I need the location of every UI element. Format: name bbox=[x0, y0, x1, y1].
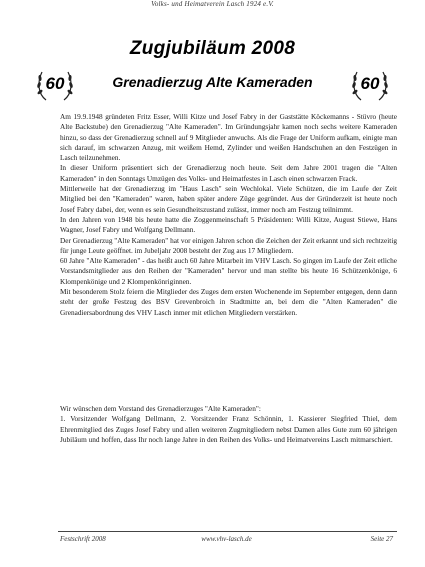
paragraph: In den Jahren von 1948 bis heute hatte die Zoggenmeinschaft 5 Präsidenten: Willi Kitze, August Stiewe, Hans Wagner, Josef Fabry und Wolfgang Dellmann. bbox=[60, 214, 397, 235]
article-body bbox=[60, 112, 397, 318]
paragraph: In dieser Uniform präsentiert sich der Grenadierzug noch heute. Seit dem Jahre 2001 tragen die "Alten Kameraden" in den Sonntags Umzügen des Volks- und Heimatfestes in Lasch einen schwarzen Frack. bbox=[60, 163, 397, 183]
page-subtitle: Grenadierzug Alte Kameraden bbox=[112, 74, 313, 90]
paragraph: Mittlerweile hat der Grenadierzug im "Haus Lasch" sein Wechlokal. Viele Schützen, die im Laufe der Zeit Mitglied bei den "Kameraden" waren, haben später andere Züge gegründet. Aus der Gründerzeit ist heute noch Josef Fabry dabei, der, wenn es sein Gesundheitszustand zulässt, immer noch am Festzug teilnimmt. bbox=[60, 184, 397, 214]
closing-wishes bbox=[60, 404, 397, 445]
footer-website-link[interactable]: www.vhv-lasch.de bbox=[201, 535, 252, 543]
paragraph: 60 Jahre "Alte Kameraden" - das heißt auch 60 Jahre Mitarbeit im VHV Lasch. So gingen im Laufe der Zeit etliche Vorstandsmitglieder aus den Reihen der "Kameraden" hervor und man stellte bis heute 16 Schützenkönige, 6 Klompenkönige und 2 Klompenkönriginnen. bbox=[60, 256, 397, 286]
paragraph: Am 19.9.1948 gründeten Fritz Esser, Willi Kitze und Josef Fabry in der Gaststätte Köckemanns - Stüvro (heute Alte Backstube) den Grenadierzug "Alte Kameraden". Im Gründungsjahr kamen noch sechs weitere Kameraden hinzu, so dass der Grenadierzug schnell auf 9 Mitglieder anwuchs. Als die Frage der Uniform aufkam, einigte man sich darauf, im schwarzen Anzug, mit weißem Hemd, Zylinder und weißen Handschuhen an den Festzügen in Lasch teilzunehmen. bbox=[60, 112, 397, 163]
paragraph: Mit besonderem Stolz feiern die Mitglieder des Zuges dem ersten Wochenende im September entgegen, denn dann steht der große Festzug des BSV Grevenbroich in Stadtmitte an, bei dem die "Alten Kameraden" die Grenadiersabordnung des VHV Lasch inmer mit etlichen Mitgliedern verstärken. bbox=[60, 287, 397, 317]
footer-publication: Festschrift 2008 bbox=[60, 535, 106, 543]
emblem-number-right: 60 bbox=[360, 74, 380, 93]
emblem-number-left: 60 bbox=[45, 74, 65, 93]
association-header: Volks- und Heimatverein Lasch 1924 e.V. bbox=[151, 0, 274, 8]
closing-line: Wir wünschen dem Vorstand des Grenadierzuges "Alte Kameraden": bbox=[60, 404, 261, 413]
closing-line: 1. Vorsitzender Wolfgang Dellmann, 2. Vorsitzender Franz Schönnin, 1. Kassierer Siegfried Thiel, dem Ehrenmitglied des Zuges Josef Fabry und allen weiteren Zugmitgliedern nebst Damen alles Gute zum 60 jährigen Jubiläum und hoffen, dass Ihr noch lange Jahre in den Reihen des Volks- und Heimatvereins Lasch mitmarschiert. bbox=[60, 414, 397, 444]
page-title: Zugjubiläum 2008 bbox=[129, 38, 296, 59]
footer-page-number: Seite 27 bbox=[370, 535, 393, 543]
footer-divider bbox=[58, 531, 397, 532]
paragraph: Der Grenadierzug "Alte Kameraden" hat vor einigen Jahren schon die Zeichen der Zeit erkannt und sich rechtzeitig für junge Leute geöffnet. im Jubeljahr 2008 besteht der Zug aus 17 Mitgliedern. bbox=[60, 235, 398, 255]
